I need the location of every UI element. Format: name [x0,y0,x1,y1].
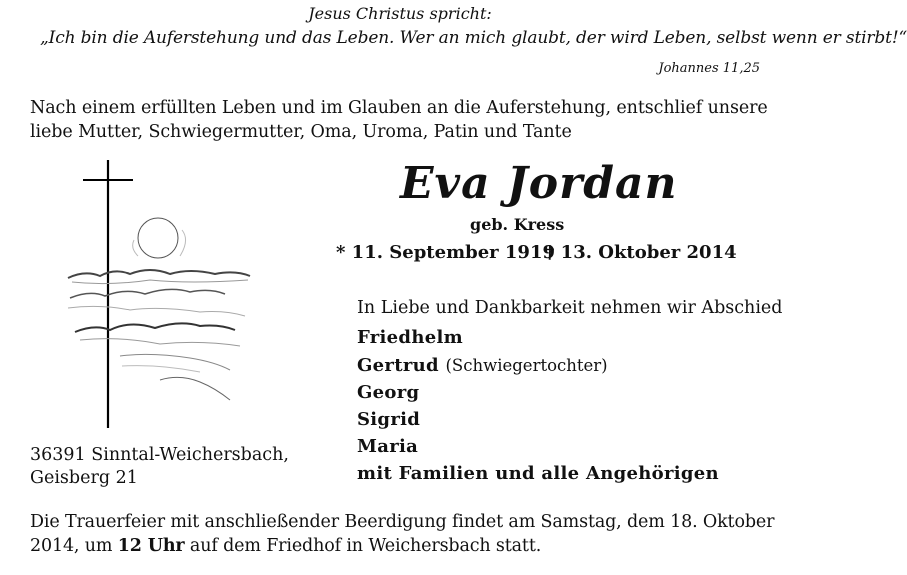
mourner-item [357,463,719,484]
middle-hills [70,289,225,298]
quote-intro: Jesus Christus spricht: [308,4,492,23]
mourner-relation: (Schwiegertochter) [445,356,608,375]
mourner-name: Sigrid [357,409,421,430]
near-hills [75,323,235,332]
mourner-item [357,327,463,348]
bible-quote: „Ich bin die Auferstehung und das Leben. Wer an mich glaubt, der wird Leben, selbst wenn er stirbt!“ [40,28,907,48]
cross-sun-landscape-illustration [50,160,250,430]
funeral-time: 12 Uhr [117,536,185,556]
funeral-text-end: auf dem Friedhof in Weichersbach statt. [184,536,542,556]
mourner-item [357,409,420,430]
mourner-item [357,355,608,376]
address-line-2: Geisberg 21 [30,468,138,488]
birth-date: * 11. September 1919 [336,242,555,263]
mourner-name: Gertrud [357,355,439,376]
mourner-item [357,436,418,457]
funeral-text-start: Die Trauerfeier mit anschließender Beerdigung findet am Samstag, dem 18. Oktober 2014, um [30,512,775,556]
mourner-name: Maria [357,436,419,457]
far-hills [68,270,250,278]
mourner-item [357,382,419,403]
death-date: † 13. Oktober 2014 [545,242,737,263]
mourner-name: Georg [357,382,420,403]
sun-icon [138,218,178,258]
intro-text: Nach einem erfüllten Leben und im Glauben an die Auferstehung, entschlief unsere liebe Mutter, Schwiegermutter, Oma, Uroma, Patin und Tante [30,98,768,142]
farewell-line: In Liebe und Dankbarkeit nehmen wir Abschied [357,298,783,318]
mourner-name: Friedhelm [357,327,463,348]
maiden-name: geb. Kress [470,215,565,234]
address-line-1: 36391 Sinntal-Weichersbach, [30,445,289,465]
deceased-name: Eva Jordan [400,158,678,209]
address [30,444,289,490]
funeral-info [30,510,790,558]
mourner-name: mit Familien und alle Angehörigen [357,463,719,484]
quote-source: Johannes 11,25 [658,61,760,76]
